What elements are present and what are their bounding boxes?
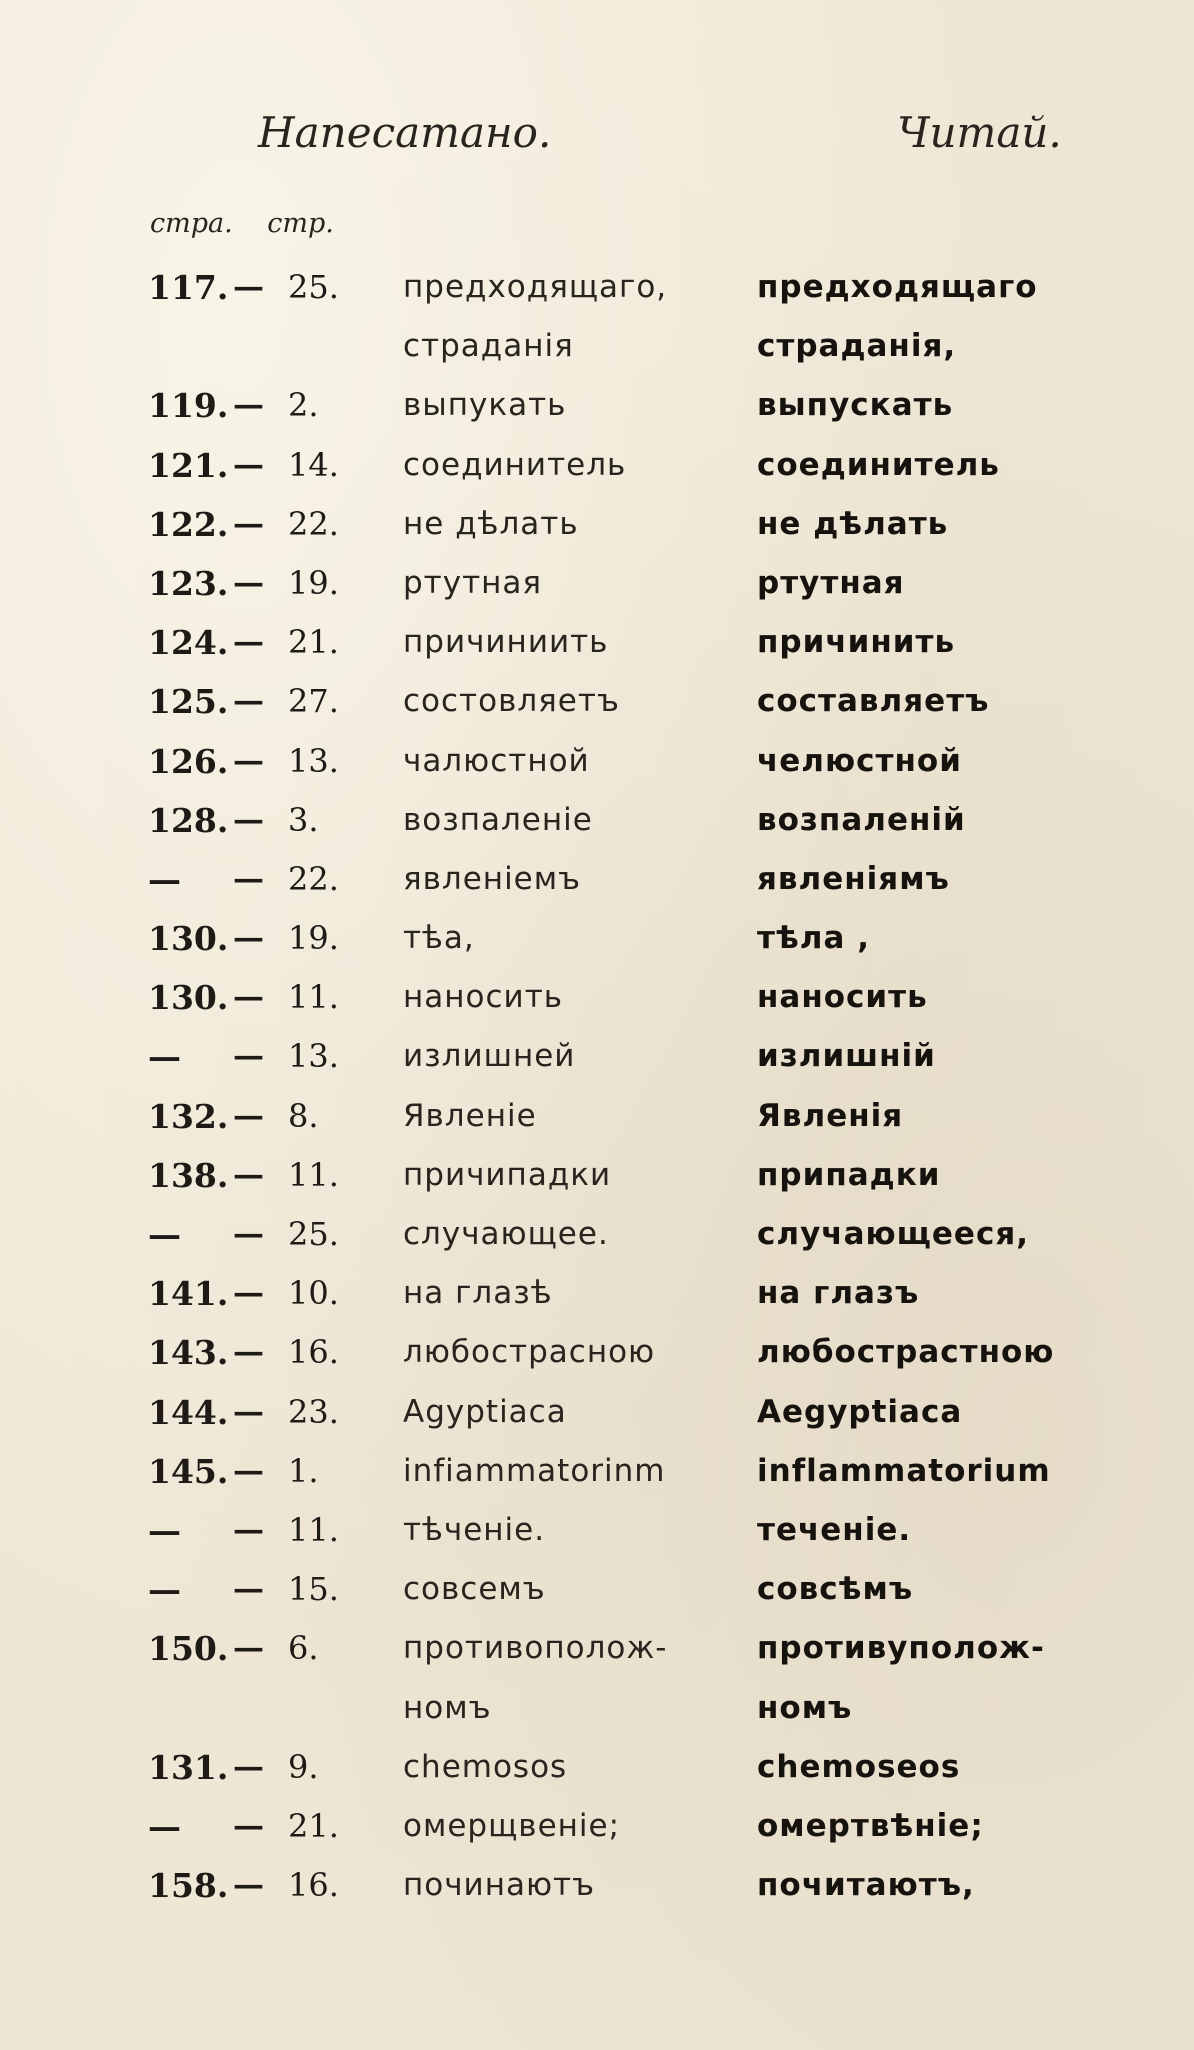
line-number: 2. [288, 386, 319, 425]
separator-dash: — [233, 1156, 264, 1193]
misprint-text: на глазѣ [403, 1275, 553, 1312]
misprint-text: не дѣлать [403, 505, 579, 542]
page-number: — [148, 1037, 181, 1077]
errata-row [0, 732, 1194, 791]
correction-text: выпускать [757, 387, 954, 424]
line-number: 6. [288, 1629, 319, 1668]
line-number: 13. [288, 741, 339, 780]
page-number: 121. [148, 445, 229, 485]
errata-row [0, 1205, 1194, 1264]
page-number: — [148, 1510, 181, 1550]
errata-row [0, 1679, 1194, 1738]
line-number: 27. [288, 682, 339, 721]
separator-dash: — [233, 1097, 264, 1134]
separator-dash: — [233, 1452, 264, 1489]
misprint-text: предходящаго, [403, 269, 668, 305]
correction-text: inflammatorium [757, 1452, 1051, 1489]
misprint-text: починаютъ [403, 1867, 596, 1904]
correction-text: причинить [757, 624, 956, 661]
separator-dash: — [233, 683, 264, 720]
correction-text: составляетъ [757, 683, 990, 720]
correction-text: страданія, [757, 328, 957, 365]
line-number: 11. [288, 1510, 339, 1549]
errata-row [0, 909, 1194, 968]
misprint-text: чалюстной [403, 742, 590, 779]
separator-dash: — [233, 1275, 264, 1312]
correction-text: случающееся, [757, 1216, 1030, 1252]
line-number: 8. [288, 1096, 319, 1135]
line-number: 1. [288, 1451, 319, 1490]
correction-text: совсѣмъ [757, 1571, 914, 1608]
correction-text: chemoseos [757, 1748, 961, 1785]
errata-row [0, 1856, 1194, 1915]
errata-row [0, 613, 1194, 672]
misprint-text: chemosos [403, 1748, 568, 1785]
errata-row [0, 554, 1194, 613]
line-number: 19. [288, 563, 339, 602]
misprint-text: совсемъ [403, 1571, 546, 1608]
misprint-text: излишней [403, 1038, 576, 1075]
errata-row [0, 1560, 1194, 1619]
line-number: 25. [288, 268, 339, 306]
line-number: 19. [288, 919, 339, 958]
misprint-text: причиниить [403, 624, 609, 661]
page-number: 125. [148, 682, 229, 722]
page-number: 122. [148, 504, 229, 544]
separator-dash: — [233, 1334, 264, 1371]
correction-text: припадки [757, 1156, 941, 1193]
line-number: 13. [288, 1037, 339, 1076]
page-number: 117. [148, 268, 229, 307]
written-column-heading: Напесатано. [258, 108, 552, 157]
line-column-heading: стр. [267, 208, 334, 239]
correction-text: возпаленій [757, 801, 966, 838]
line-number: 21. [288, 1806, 339, 1845]
page-number: 128. [148, 800, 229, 840]
misprint-text: тѣченіе. [403, 1511, 546, 1548]
separator-dash: — [233, 505, 264, 542]
misprint-text: омерщвеніе; [403, 1807, 621, 1844]
errata-row [0, 1619, 1194, 1678]
separator-dash: — [233, 1748, 264, 1785]
separator-dash: — [233, 860, 264, 897]
misprint-text: Явленіе [403, 1097, 537, 1134]
errata-row [0, 1146, 1194, 1205]
line-number: 22. [288, 859, 339, 898]
separator-dash: — [233, 624, 264, 661]
page-number: 124. [148, 623, 229, 663]
correction-text: противуполож- [757, 1630, 1045, 1667]
page-line-subheader [150, 208, 360, 239]
page-number: 141. [148, 1274, 229, 1314]
correction-text: ртутная [757, 564, 905, 601]
correction-text: на глазъ [757, 1275, 920, 1312]
correction-text: излишній [757, 1038, 936, 1075]
errata-row [0, 850, 1194, 909]
errata-row [0, 1738, 1194, 1797]
correction-text: наносить [757, 979, 928, 1016]
misprint-text: наносить [403, 979, 564, 1016]
page-number: 143. [148, 1333, 229, 1373]
line-number: 25. [288, 1215, 339, 1253]
separator-dash: — [233, 1511, 264, 1548]
misprint-text: явленіемъ [403, 860, 582, 897]
correction-text: номъ [757, 1689, 853, 1726]
misprint-text: возпаленіе [403, 801, 593, 838]
correction-text: челюстной [757, 742, 962, 779]
errata-row [0, 1797, 1194, 1856]
errata-row [0, 1264, 1194, 1323]
misprint-text: любострасною [403, 1334, 656, 1371]
line-number: 15. [288, 1570, 339, 1609]
correction-text: явленіямъ [757, 860, 950, 897]
correction-text: теченіе. [757, 1511, 912, 1548]
separator-dash: — [233, 920, 264, 957]
errata-row [0, 1501, 1194, 1560]
errata-row [0, 436, 1194, 495]
correction-text: почитаютъ, [757, 1867, 975, 1904]
separator-dash: — [233, 1807, 264, 1844]
page-number: 144. [148, 1392, 229, 1432]
line-number: 11. [288, 978, 339, 1017]
separator-dash: — [233, 979, 264, 1016]
misprint-text: ртутная [403, 564, 543, 601]
correction-text: предходящаго [757, 269, 1038, 305]
line-number: 14. [288, 445, 339, 484]
misprint-text: случающее. [403, 1216, 609, 1252]
correction-text: любострастною [757, 1334, 1055, 1371]
separator-dash: — [233, 1630, 264, 1667]
errata-row [0, 258, 1194, 317]
separator-dash: — [233, 1038, 264, 1075]
page-number: 130. [148, 978, 229, 1018]
misprint-text: тѣа, [403, 920, 475, 957]
line-number: 16. [288, 1866, 339, 1905]
line-number: 11. [288, 1155, 339, 1194]
correction-text: соединитель [757, 446, 1000, 483]
page-number: 126. [148, 741, 229, 781]
separator-dash: — [233, 387, 264, 424]
line-number: 21. [288, 623, 339, 662]
misprint-text: выпукать [403, 387, 567, 424]
misprint-text: страданія [403, 328, 574, 365]
page-number: 158. [148, 1866, 229, 1906]
errata-list [0, 258, 1194, 1915]
errata-row [0, 1383, 1194, 1442]
errata-row [0, 1323, 1194, 1382]
misprint-text: состовляетъ [403, 683, 620, 720]
line-number: 10. [288, 1274, 339, 1313]
page-number: — [148, 1806, 181, 1846]
correction-text: не дѣлать [757, 505, 949, 542]
page-number: 132. [148, 1096, 229, 1136]
separator-dash: — [233, 269, 264, 305]
correction-text: омертвѣніе; [757, 1807, 984, 1844]
errata-row [0, 376, 1194, 435]
misprint-text: причипадки [403, 1156, 612, 1193]
line-number: 23. [288, 1392, 339, 1431]
page-number: 145. [148, 1451, 229, 1491]
correction-text: Aegyptiaca [757, 1393, 963, 1430]
correction-text: Явленія [757, 1097, 904, 1134]
misprint-text: Agyptiaca [403, 1393, 567, 1430]
separator-dash: — [233, 1216, 264, 1252]
misprint-text: соединитель [403, 446, 627, 483]
line-number: 22. [288, 504, 339, 543]
separator-dash: — [233, 801, 264, 838]
page-number: 138. [148, 1155, 229, 1195]
separator-dash: — [233, 1867, 264, 1904]
errata-row [0, 968, 1194, 1027]
page-column-heading: стра. [150, 208, 233, 239]
line-number: 3. [288, 800, 319, 839]
page-number: — [148, 1570, 181, 1610]
separator-dash: — [233, 564, 264, 601]
line-number: 16. [288, 1333, 339, 1372]
errata-row [0, 672, 1194, 731]
page-number: — [148, 1215, 181, 1254]
errata-row [0, 1442, 1194, 1501]
misprint-text: номъ [403, 1689, 492, 1726]
separator-dash: — [233, 742, 264, 779]
errata-row [0, 317, 1194, 376]
separator-dash: — [233, 1571, 264, 1608]
page-number: 119. [148, 386, 229, 426]
page-number: 123. [148, 563, 229, 603]
errata-row [0, 791, 1194, 850]
errata-header [0, 108, 1194, 168]
separator-dash: — [233, 1393, 264, 1430]
correction-text: тѣла , [757, 920, 870, 957]
page-number: 130. [148, 919, 229, 959]
separator-dash: — [233, 446, 264, 483]
misprint-text: противополож- [403, 1630, 668, 1667]
read-column-heading: Читай. [897, 108, 1062, 157]
errata-row [0, 1027, 1194, 1086]
errata-row [0, 495, 1194, 554]
errata-row [0, 1087, 1194, 1146]
page-number: 131. [148, 1747, 229, 1787]
line-number: 9. [288, 1747, 319, 1786]
page-number: 150. [148, 1629, 229, 1669]
page-number: — [148, 859, 181, 899]
misprint-text: infiammatorinm [403, 1452, 666, 1489]
